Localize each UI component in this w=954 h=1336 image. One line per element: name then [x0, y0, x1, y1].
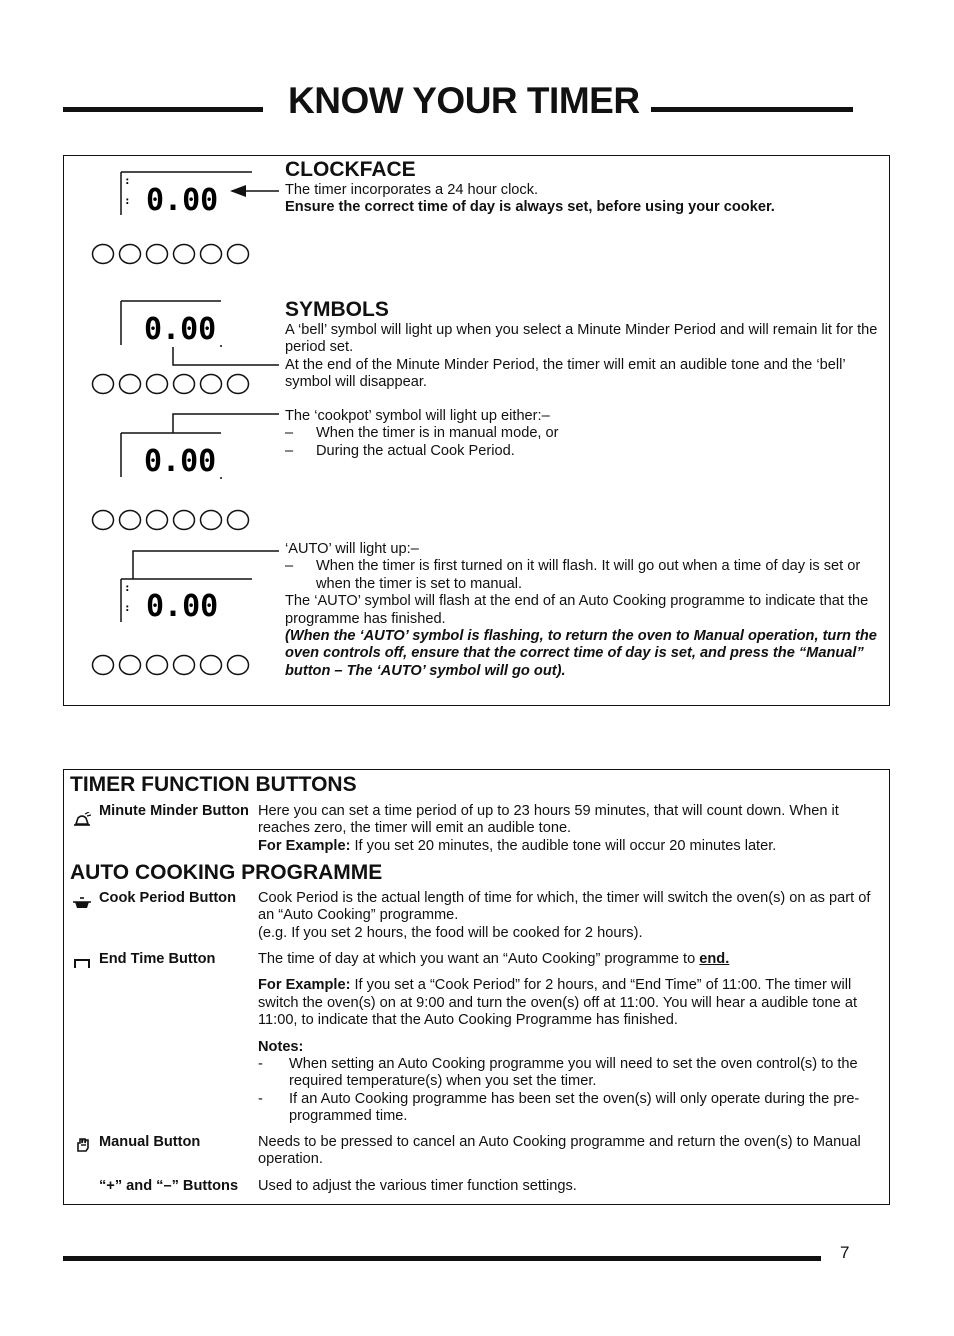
cookpot-section	[285, 408, 885, 460]
auto-intro: ‘AUTO’ will light up:–	[285, 541, 419, 557]
timer-buttons-row	[93, 375, 249, 394]
svg-text::: :	[124, 601, 131, 614]
list-item: - If an Auto Cooking programme has been set the oven(s) will only operate during the pre-programmed time.	[258, 1090, 860, 1125]
page-title: KNOW YOUR TIMER	[288, 80, 640, 121]
manual-desc: Needs to be pressed to cancel an Auto Cooking programme and return the oven(s) to Manual operation.	[258, 1134, 861, 1168]
cook-period-desc: Cook Period is the actual length of time for which, the timer will switch the oven(s) on as part of an “Auto Cooking” programme. (e.g. If you set 2 hours, the food will be cooked for 2 hours).	[258, 890, 871, 941]
bell-icon	[72, 812, 92, 828]
auto-note: (When the ‘AUTO’ symbol is flashing, to return the oven to Manual operation, turn the oven controls off, ensure that the correct time of day is set, and press the “Manual” button – The ‘AUTO’ symbol will go out).	[285, 628, 877, 679]
title-rule-right	[651, 107, 853, 112]
timer-buttons-row	[93, 245, 249, 264]
auto-p: The ‘AUTO’ symbol will flash at the end of an Auto Cooking programme to indicate that the programme has finished.	[285, 593, 869, 627]
timer-function-buttons-heading: TIMER FUNCTION BUTTONS	[70, 773, 357, 796]
auto-dots: :	[124, 174, 131, 187]
list-item: - When setting an Auto Cooking programme you will need to set the oven control(s) to the required temperature(s) when you set the timer.	[258, 1056, 858, 1090]
plus-minus-label: “+” and “–” Buttons	[99, 1178, 239, 1194]
clockface-section	[285, 158, 885, 217]
clockface-heading: CLOCKFACE	[285, 158, 416, 181]
list-item: – During the actual Cook Period.	[285, 442, 515, 459]
symbols-box	[63, 155, 890, 706]
clockface-line1: The timer incorporates a 24 hour clock.	[285, 182, 539, 198]
end-time-desc: The time of day at which you want an “Auto Cooking” programme to end. For Example: If you set a “Cook Period” for 2 hours, and “End Time” of 11:00. The timer will switch the oven(s) on at 9:00 and turn the oven(s) off at 11:00. You will hear a audible tone at 11:00, to indicate that the Auto Cooking Programme has finished. Notes: - When setting an Auto Cooking programme you will need to set the oven control(s) to the required temperature(s) when you set the timer. - If an Auto Cooking programme has been set the oven(s) will only operate during the pre-programmed time.	[258, 951, 886, 1126]
plus-minus-desc: Used to adjust the various timer function settings.	[258, 1178, 577, 1194]
footer-rule	[63, 1256, 821, 1261]
manual-label: Manual Button	[99, 1134, 201, 1150]
display-reading: 0.00	[144, 312, 217, 347]
display-auto	[93, 551, 280, 675]
display-bell	[93, 301, 280, 394]
list-item: – When the timer is in manual mode, or	[285, 425, 559, 442]
display-cookpot	[93, 414, 280, 530]
auto-cooking-programme-heading: AUTO COOKING PROGRAMME	[70, 861, 383, 884]
buttons-box	[63, 769, 890, 1205]
end-time-icon	[72, 954, 92, 970]
hand-icon	[72, 1136, 92, 1152]
auto-section	[285, 541, 885, 680]
svg-text::: :	[124, 194, 131, 207]
display-reading: 0.00	[146, 589, 219, 624]
symbols-section	[285, 298, 885, 392]
cookpot-intro: The ‘cookpot’ symbol will light up either:–	[285, 408, 550, 424]
symbols-p2: At the end of the Minute Minder Period, the timer will emit an audible tone and the ‘bell’ symbol will disappear.	[285, 356, 846, 391]
display-clockface	[93, 172, 280, 264]
minute-minder-label: Minute Minder Button	[99, 803, 249, 819]
display-reading: 0.00	[144, 444, 217, 479]
clockface-line2: Ensure the correct time of day is always set, before using your cooker.	[285, 199, 775, 216]
timer-buttons-row	[93, 511, 249, 530]
symbols-p1: A ‘bell’ symbol will light up when you select a Minute Minder Period and will remain lit for the period set.	[285, 322, 878, 356]
list-item: – When the timer is first turned on it will flash. It will go out when a time of day is set or when the timer is set to manual.	[285, 558, 861, 592]
cookpot-icon	[72, 895, 92, 911]
cook-period-label: Cook Period Button	[99, 890, 237, 906]
timer-buttons-row	[93, 656, 249, 675]
display-reading: 0.00	[146, 183, 219, 218]
symbols-heading: SYMBOLS	[285, 298, 389, 321]
minute-minder-desc: Here you can set a time period of up to 23 hours 59 minutes, that will count down. When it reaches zero, the timer will emit an audible tone. For Example: If you set 20 minutes, the audible tone will occur 20 minutes later.	[258, 803, 839, 854]
title-row	[63, 80, 853, 130]
title-rule-left	[63, 107, 263, 112]
auto-dots: :	[124, 581, 131, 594]
end-time-label: End Time Button	[99, 951, 216, 967]
page-number: 7	[840, 1243, 850, 1262]
